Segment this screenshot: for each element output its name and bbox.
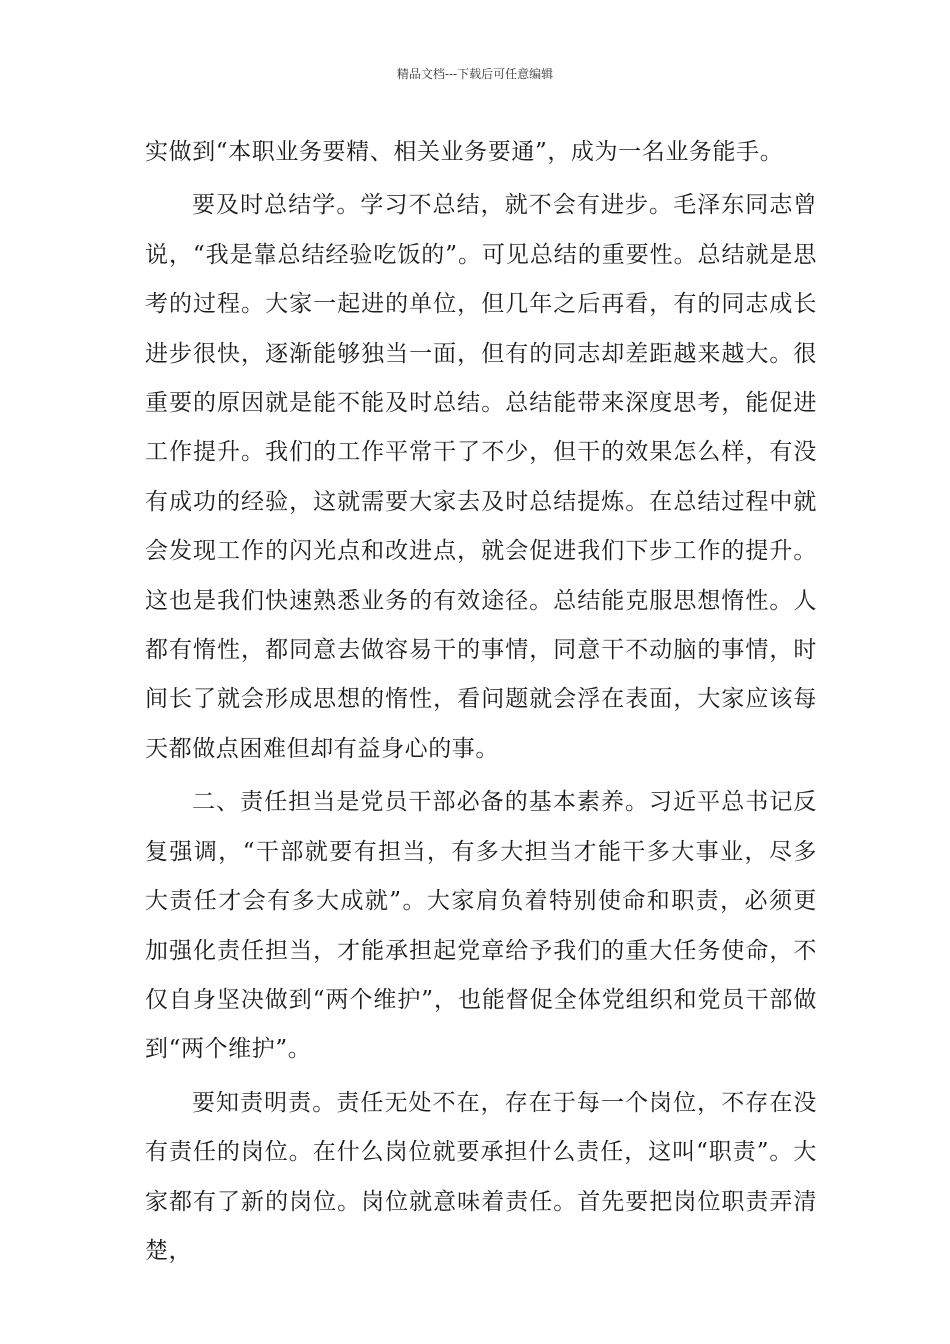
paragraph-know-duty: 要知责明责。责任无处不在，存在于每一个岗位，不存在没有责任的岗位。在什么岗位就要承担什么责任，这叫“职责”。大家都有了新的岗位。岗位就意味着责任。首先要把岗位职责弄清楚， bbox=[145, 1089, 817, 1264]
document-body bbox=[145, 128, 817, 1276]
page-header: 精品文档---下载后可任意编辑 bbox=[396, 67, 554, 81]
paragraph-continuation: 实做到“本职业务要精、相关业务要通”，成为一名业务能手。 bbox=[145, 139, 784, 165]
paragraph-summary-learning: 要及时总结学。学习不总结，就不会有进步。毛泽东同志曾说，“我是靠总结经验吃饭的”。可见总结的重要性。总结就是思考的过程。大家一起进的单位，但几年之后再看，有的同志成长进步很快，逐渐能够独当一面，但有的同志却差距越来越大。很重要的原因就是能不能及时总结。总结能带来深度思考，能促进工作提升。我们的工作平常干了不少，但干的效果怎么样，有没有成功的经验，这就需要大家去及时总结提炼。在总结过程中就会发现工作的闪光点和改进点，就会促进我们下步工作的提升。这也是我们快速熟悉业务的有效途径。总结能克服思想惰性。人都有惰性，都同意去做容易干的事情，同意干不动脑的事情，时间长了就会形成思想的惰性，看问题就会浮在表面，大家应该每天都做点困难但却有益身心的事。 bbox=[145, 192, 817, 762]
paragraph-responsibility: 二、责任担当是党员干部必备的基本素养。习近平总书记反复强调，“干部就要有担当，有多大担当才能干多大事业，尽多大责任才会有多大成就”。大家肩负着特别使命和职责，必须更加强化责任担当，才能承担起党章给予我们的重大任务使命，不仅自身坚决做到“两个维护”，也能督促全体党组织和党员干部做到“两个维护”。 bbox=[145, 789, 817, 1063]
